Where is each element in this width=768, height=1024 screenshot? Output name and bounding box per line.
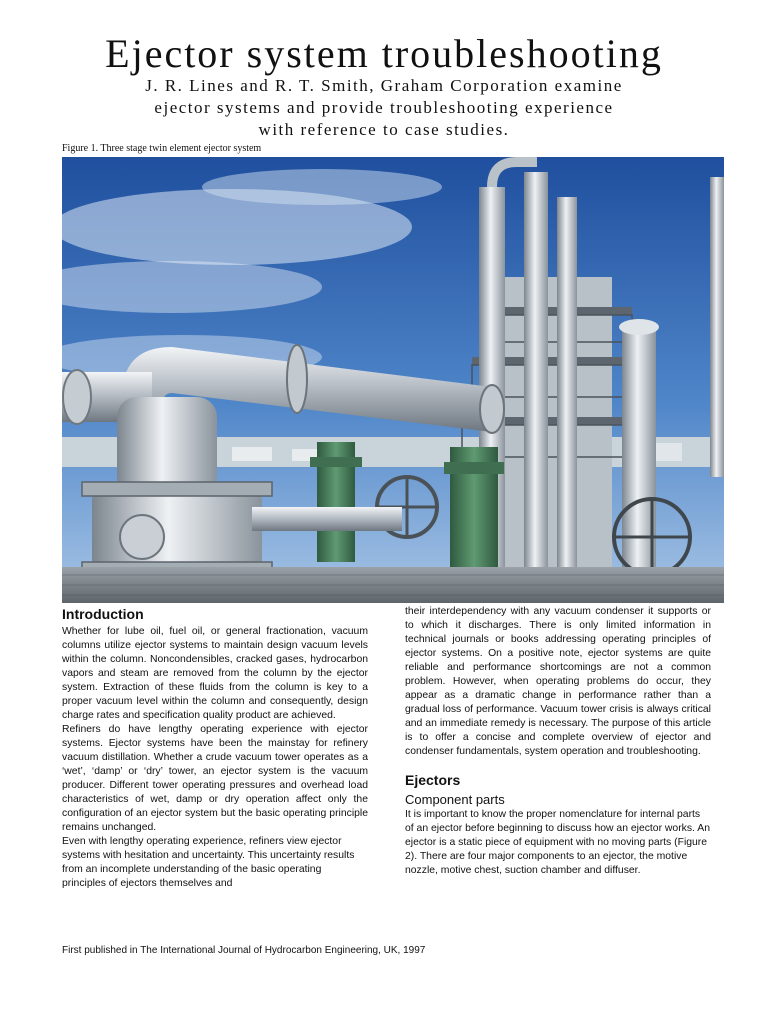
body-paragraph: Refiners do have lengthy operating experience with ejector systems. Ejector systems have been the mainstay for refinery vacuum distillation. Whether a crude vacuum tower operates as a ‘wet’, ‘damp’ or ‘dry’ tower, an ejector system is the vacuum producer. Different tower operating pressures and overhead load characteristics of wet, damp or dry operation affect only the configuration of an ejector system but the basic operating principle remains unchanged. [62, 724, 368, 833]
subtitle-line: with reference to case studies. [258, 120, 510, 139]
ejector-plant-illustration [62, 157, 724, 603]
subsection-heading-component-parts: Component parts [405, 792, 505, 807]
article-title: Ejector system troubleshooting [105, 31, 663, 76]
body-paragraph: Whether for lube oil, fuel oil, or general fractionation, vacuum columns utilize ejector systems to maintain design vacuum levels within the column. Noncondensibles, cracked gases, hydrocarbon vapors and steam are removed from the column by the ejector system. Extraction of these fluids from the column is key to a proper vacuum level within the column and consequently, design charge rates and specification quality product are achieved. [62, 626, 368, 721]
figure-caption: Figure 1. Three stage twin element ejector system [62, 143, 262, 154]
body-paragraph: It is important to know the proper nomenclature for internal parts of an ejector before beginning to discuss how an ejector works. An ejector is a static piece of equipment with no moving parts (Figure 2). There are four major components to an ejector, the motive nozzle, motive chest, suction chamber and diffuser. [405, 809, 710, 876]
left-column [62, 605, 368, 891]
subtitle-line: ejector systems and provide troubleshooting experience [154, 98, 614, 117]
body-paragraph: Even with lengthy operating experience, refiners view ejector systems with hesitation and uncertainty. This uncertainty results from an incomplete understanding of the basic operating principles of ejectors themselves and [62, 836, 355, 889]
section-heading-introduction: Introduction [62, 606, 144, 622]
right-column [405, 605, 711, 878]
figure-photo-ejector-system [62, 157, 724, 603]
body-paragraph-continued: their interdependency with any vacuum condenser it supports or to which it discharges. There is only limited information in technical journals or books addressing operating principles of ejector systems. On a positive note, ejector systems are quite reliable and performance shortcomings are not a common problem. However, when operating problems do occur, they appear as a dramatic change in performance rather than a gradual loss of performance. Vacuum tower crisis is always critical and an immediate remedy is necessary. The purpose of this article is to offer a concise and complete overview of ejector and condenser fundamentals, system operation and troubleshooting. [405, 606, 711, 757]
section-heading-ejectors: Ejectors [405, 772, 461, 788]
publication-footnote: First published in The International Journal of Hydrocarbon Engineering, UK, 1997 [62, 945, 426, 956]
subtitle-line: J. R. Lines and R. T. Smith, Graham Corporation examine [145, 76, 623, 95]
article-subtitle [84, 75, 684, 141]
